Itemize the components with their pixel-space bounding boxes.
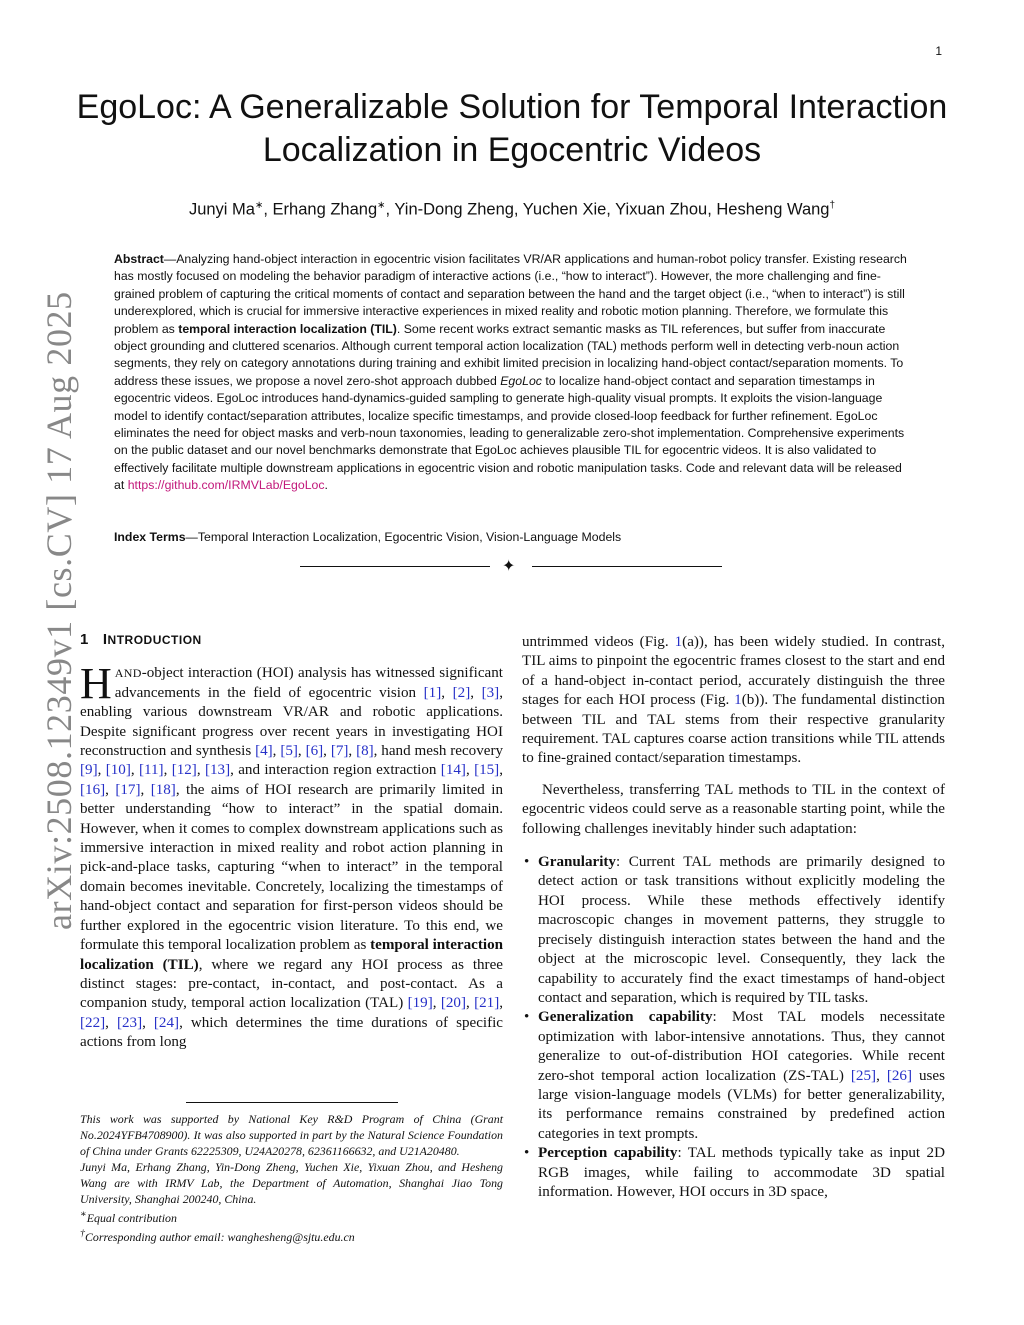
author-2: Erhang Zhang bbox=[272, 200, 378, 219]
body-paragraph: untrimmed videos (Fig. 1(a)), has been widely studied. In contrast, TIL aims to pinpoint the egocentric frames closest to the start and end of a hand-object in-contact period, accurately distinguish the three stages for each HOI process (Fig. 1(b)). The fundamental distinction between TIL and TAL stems from their respective granularity requirement. TAL captures coarse action transitions while TIL attends to fine-grained contact/separation timestamps. bbox=[522, 634, 945, 767]
citation[interactable]: [10] bbox=[105, 762, 131, 779]
footnote-funding: This work was supported by National Key R&D Program of China (Grant No.2024YFB4708900). It was also supported in part by the Natural Science Foundation of China under Grants 62225309, U24A20278, 62361166632, and U21A20480. bbox=[80, 1112, 503, 1158]
right-column bbox=[522, 633, 945, 1202]
citation[interactable]: [25] bbox=[850, 1067, 877, 1084]
author-rest: Yin-Dong Zheng, Yuchen Xie, Yixuan Zhou, Hesheng Wang bbox=[394, 200, 830, 219]
separator-diamond-icon: ✦ bbox=[502, 558, 516, 575]
citation[interactable]: [17] bbox=[115, 781, 141, 798]
author-1: Junyi Ma bbox=[188, 200, 255, 219]
citation[interactable]: [26] bbox=[886, 1067, 912, 1084]
corresponding-mark: † bbox=[829, 200, 836, 211]
citation[interactable]: [8] bbox=[356, 743, 374, 760]
citation[interactable]: [22] bbox=[80, 1014, 106, 1031]
figure-ref[interactable]: 1 bbox=[734, 692, 742, 709]
citation[interactable]: [16] bbox=[80, 781, 106, 798]
abstract-label: Abstract bbox=[114, 252, 164, 266]
title-line-2: Localization in Egocentric Videos bbox=[262, 131, 762, 169]
equal-mark: ∗ bbox=[377, 200, 386, 211]
citation[interactable]: [24] bbox=[153, 1014, 180, 1031]
equal-mark: ∗ bbox=[254, 200, 264, 211]
list-item: • Generalization capability: Most TAL models necessitate optimization with labor-intensive annotations. Thus, they cannot generalize to out-of-distribution HOI categories. While recent zero-shot temporal action localization (ZS-TAL) [25], [26] uses large vision-language models (VLMs) for better generalizability, its performance remains constrained by predefined action categories in text prompts. bbox=[522, 1008, 945, 1144]
til-term: temporal interaction localization (TIL) bbox=[80, 937, 504, 973]
figure-ref[interactable]: 1 bbox=[674, 634, 683, 650]
body-paragraph: Nevertheless, transferring TAL methods to TIL in the context of egocentric videos could serve as a reasonable starting point, while the following challenges inevitably hinder such adaptation: bbox=[522, 781, 945, 837]
page-number: 1 bbox=[935, 44, 942, 58]
challenge-list bbox=[522, 853, 945, 1202]
citation[interactable]: [19] bbox=[407, 995, 433, 1012]
citation[interactable]: [5] bbox=[280, 743, 298, 760]
index-terms-label: Index Terms bbox=[114, 530, 186, 544]
footnote-equal: ∗Equal contribution bbox=[80, 1209, 177, 1225]
title-line-1: EgoLoc: A Generalizable Solution for Temporal Interaction bbox=[76, 88, 948, 126]
citation[interactable]: [4] bbox=[255, 743, 273, 760]
paper-title bbox=[0, 86, 1024, 172]
citation[interactable]: [13] bbox=[204, 762, 231, 779]
section-separator bbox=[300, 558, 724, 576]
citation[interactable]: [21] bbox=[474, 995, 500, 1012]
citation[interactable]: [14] bbox=[440, 762, 466, 779]
citation[interactable]: [15] bbox=[474, 762, 500, 779]
abstract: Abstract—Analyzing hand-object interaction in egocentric vision facilitates VR/AR applications and human-robot policy transfer. Existing research has mostly focused on modeling the behavior paradigm of interactive actions (i.e., “how to interact”). However, the more challenging and fine-grained problem of capturing the critical moments of contact and separation between the hand and the target object (i.e., “when to interact”) is still underexplored, which is crucial for immersive interactive experiences in mixed reality and robotic motion planning. Therefore, we formulate this problem as temporal interaction localization (TIL). Some recent works extract semantic masks as TIL references, but suffer from inaccurate object grounding and cluttered scenarios. Although current temporal action localization (TAL) methods perform well in detecting verb-noun action segments, they rely on category annotations during training and exhibit limited precision in localizing hand-object contact/separation moments. To address these issues, we propose a novel zero-shot approach dubbed EgoLoc to localize hand-object contact and separation timestamps in egocentric videos. EgoLoc introduces hand-dynamics-guided sampling to generate high-quality visual prompts. It exploits the vision-language model to identify contact/separation attributes, localize specific timestamps, and provide closed-loop feedback for further refinement. EgoLoc eliminates the need for object masks and verb-noun taxonomies, leading to generalizable zero-shot implementation. Comprehensive experiments on the public dataset and our novel benchmarks demonstrate that EgoLoc achieves plausible TIL for egocentric videos. It is also validated to effectively facilitate multiple downstream applications in egocentric vision and robotic manipulation tasks. Code and relevant data will be released at https://github.com/IRMVLab/EgoLoc. bbox=[114, 252, 907, 493]
arxiv-stamp: arXiv:2508.12349v1 [cs.CV] 17 Aug 2025 bbox=[39, 291, 79, 930]
citation[interactable]: [9] bbox=[80, 762, 98, 779]
list-item: • Granularity: Current TAL methods are primarily designed to detect action or task transitions without explicitly modeling the HOI process. While these methods effectively identify macroscopic changes in movement patterns, they struggle to precisely distinguish interaction states between the hand and the object at the microscopic level. Consequently, they lack the capability to accurately find the exact timestamps of hand-object contact and separation, which is required by TIL tasks. bbox=[522, 853, 945, 1008]
footnote-corresponding: †Corresponding author email: wanghesheng@sjtu.edu.cn bbox=[80, 1227, 355, 1244]
citation[interactable]: [11] bbox=[138, 762, 164, 779]
citation[interactable]: [20] bbox=[440, 995, 466, 1012]
index-terms: Index Terms—Temporal Interaction Localization, Egocentric Vision, Vision-Language Models bbox=[114, 530, 622, 544]
til-term: temporal interaction localization (TIL) bbox=[178, 321, 397, 336]
citation[interactable]: [18] bbox=[150, 781, 176, 798]
dropcap: H bbox=[80, 659, 112, 709]
citation[interactable]: [1] bbox=[423, 684, 442, 701]
footnote-affiliation: Junyi Ma, Erhang Zhang, Yin-Dong Zheng, Yuchen Xie, Yixuan Zhou, and Hesheng Wang are with IRMV Lab, the Department of Automation, Shanghai Jiao Tong University, Shanghai 200240, China. bbox=[80, 1160, 503, 1206]
left-column bbox=[80, 630, 503, 1053]
footnote-rule bbox=[186, 1102, 398, 1103]
citation[interactable]: [6] bbox=[305, 743, 324, 760]
method-name: EgoLoc bbox=[500, 373, 542, 388]
footnotes bbox=[80, 1111, 503, 1245]
list-item: • Perception capability: TAL methods typically take as input 2D RGB images, while failing to accommodate 3D spatial information. However, HOI occurs in 3D space, bbox=[522, 1144, 945, 1202]
citation[interactable]: [7] bbox=[330, 743, 349, 760]
citation[interactable]: [2] bbox=[452, 684, 471, 701]
author-list: Junyi Ma∗, Erhang Zhang∗, Yin-Dong Zheng, Yuchen Xie, Yixuan Zhou, Hesheng Wang† bbox=[188, 200, 836, 219]
citation[interactable]: [3] bbox=[481, 684, 500, 701]
citation[interactable]: [23] bbox=[116, 1014, 143, 1031]
separator-line bbox=[532, 566, 722, 567]
separator-line bbox=[300, 566, 490, 567]
code-link[interactable]: https://github.com/IRMVLab/EgoLoc bbox=[127, 478, 325, 493]
intro-paragraph: HAND-object interaction (HOI) analysis has witnessed significant advancements in the field of egocentric vision [1], [2], [3], enabling various downstream VR/AR and robotic applications. Despite significant progress over recent years in investigating HOI reconstruction and synthesis [4], [5], [6], [7], [8], hand mesh recovery [9], [10], [11], [12], [13], and interaction region extraction [14], [15], [16], [17], [18], the aims of HOI research are primarily limited in better understanding “how to interact” in the spatial domain. However, when it comes to complex downstream applications such as immersive interaction in mixed reality and robot action planning in pick-and-place tasks, capturing “when to interact” in the temporal domain becomes inevitable. Concretely, localizing the timestamps of hand-object contact and separation for first-person videos should be further explored in the egocentric vision literature. To this end, we formulate this temporal localization problem as temporal interaction localization (TIL), where we regard any HOI process as three distinct stages: pre-contact, in-contact, and post-contact. As a companion study, temporal action localization (TAL) [19], [20], [21], [22], [23], [24], which determines the time durations of specific actions from long bbox=[80, 659, 504, 1051]
section-heading-introduction: 1 INTRODUCTION bbox=[80, 631, 202, 648]
citation[interactable]: [12] bbox=[171, 762, 197, 779]
